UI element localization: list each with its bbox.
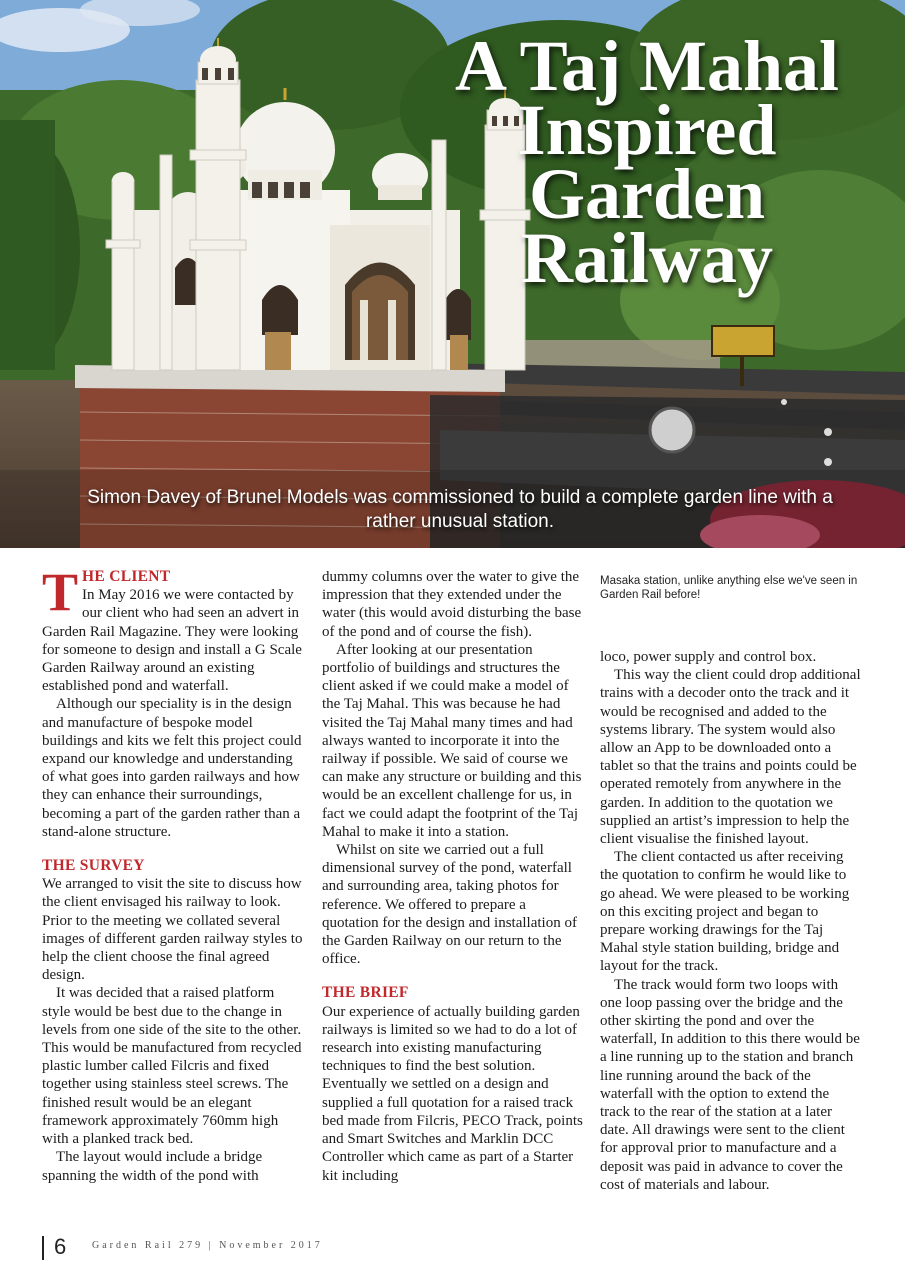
article-title [437,26,857,298]
section-heading-survey: THE SURVEY [42,857,145,875]
publication-info: Garden Rail 279 | November 2017 [92,1240,323,1251]
paragraph: dummy columns over the water to give the impression that they extended under the water (this would avoid disturbing the base of the pond and of course the fish). [322,569,582,640]
paragraph: Our experience of actually building garden railways is limited so we had to do a lot of research into existing manufacturing techniques to find the best solution. Eventually we settled on a design and supplied a full quotation for a raised track bed made from Filcris, PECO Track, points and Smart Switches and Marklin DCC Controller which came as part of a Starter kit including [322,1003,583,1184]
paragraph: loco, power supply and control box. [600,649,817,665]
article-column-2 [322,568,584,1185]
hero-photo [0,0,905,548]
title-line: Inspired [517,90,777,170]
drop-cap: T [42,562,79,622]
paragraph: The track would form two loops with one loop passing over the bridge and the other skirting the pond and over the waterfall, In addition to this there would be a line running up to the station and branch line running around the back of the waterfall with the option to extend the track to the rear of the station at a later date. All drawings were sent to the client for approval prior to manufacture and a deposit was paid in advance to cover the cost of materials and labour. [600,976,860,1193]
section-heading-client: HE CLIENT [82,568,171,585]
title-line: Railway [521,218,773,298]
paragraph: The layout would include a bridge spanning the width of the pond with [42,1149,263,1184]
title-line: A Taj Mahal [454,26,840,106]
hero-caption: Simon Davey of Brunel Models was commissioned to build a complete garden line with a rather unusual station. [87,487,833,532]
article-column-1 [42,562,304,1185]
paragraph: The client contacted us after receiving the quotation to confirm he would like to go ahead. We were pleased to be working on this exciting project and began to prepare working drawings for the Taj Mahal style station building, bridge and layout for the track. [600,849,850,975]
footer-divider [42,1236,44,1260]
title-line: Garden [528,154,765,234]
paragraph: After looking at our presentation portfolio of buildings and structures the client asked if we could make a model of the Taj Mahal. This was because he had visited the Taj Mahal many times and had always wanted to incorporate it into the railway if possible. We said of course we can make any structure or building and this would be an excellent challenge for us, in fact we could adapt the footprint of the Taj Mahal to make it into a station. [322,641,582,840]
paragraph: We arranged to visit the site to discuss how the client envisaged his railway to look. Prior to the meeting we collated several images of different garden railway styles to help the client choose the final agreed design. [42,876,303,984]
section-heading-brief: THE BRIEF [322,984,409,1002]
article-column-3 [600,648,862,1194]
paragraph: It was decided that a raised platform style would be best due to the change in levels from one side of the site to the other. This would be manufactured from recycled plastic lumber called Filcris and fixed together using stainless steel screws. The finished result would be an elegant framework approximately 760mm high with a planked track bed. [42,985,302,1148]
paragraph: In May 2016 we were contacted by our client who had seen an advert in Garden Rail Magazine. They were looking for someone to design and install a G Scale Garden Railway around an existing established pond and waterfall. [42,587,302,695]
photo-caption-masaka: Masaka station, unlike anything else we've seen in Garden Rail before! [600,575,858,601]
paragraph: This way the client could drop additional trains with a decoder onto the track and it would be recognised and added to the systems library. The system would also allow an App to be downloaded onto a tablet so that the trains and points could be operated remotely from anywhere in the garden. In addition to the quotation we supplied an artist’s impression to help the client visualise the finished layout. [600,667,861,848]
paragraph: Although our speciality is in the design and manufacture of bespoke model buildings and kits we felt this project could expand our knowledge and understanding of what goes into garden railways and how they can enhance their surroundings, becoming a part of the garden rather than a stand-alone structure. [42,696,302,840]
page-number: 6 [54,1234,67,1259]
paragraph: Whilst on site we carried out a full dimensional survey of the pond, waterfall and surrounding area, taking photos for reference. We offered to prepare a quotation for the design and installation of the Garden Railway on our return to the office. [322,842,577,968]
